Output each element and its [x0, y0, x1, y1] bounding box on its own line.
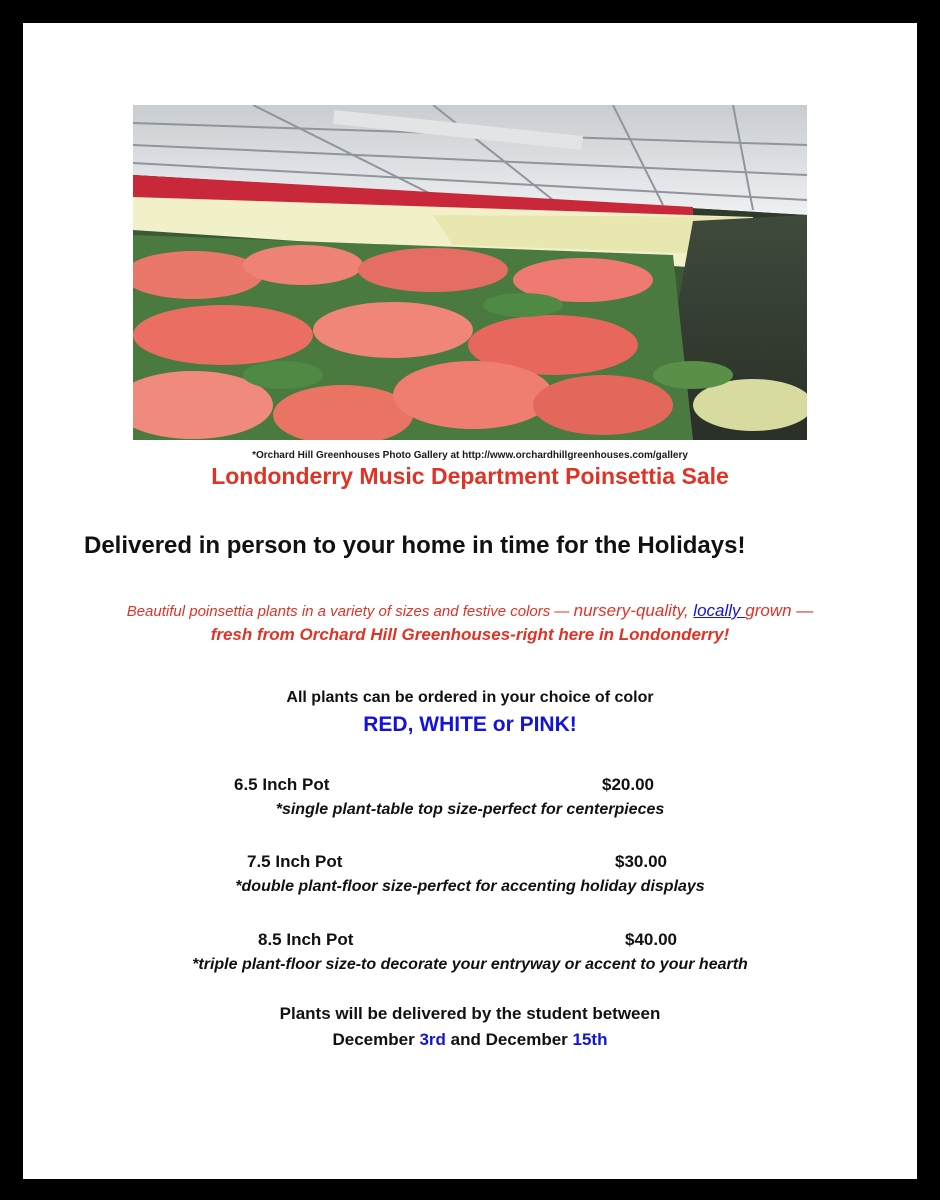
description-part-3: grown —	[745, 601, 814, 620]
color-options: RED, WHITE or PINK!	[363, 713, 577, 736]
description-line-1	[23, 601, 917, 621]
pot-size-8-5: 8.5 Inch Pot	[258, 930, 354, 949]
delivery-tagline: Delivered in person to your home in time for the Holidays!	[84, 532, 746, 559]
delivery-middle: and December	[445, 1030, 573, 1049]
delivery-window-text: Plants will be delivered by the student between	[279, 1004, 661, 1023]
greenhouse-poinsettia-photo	[133, 105, 807, 440]
description-line-2: fresh from Orchard Hill Greenhouses-right here in Londonderry!	[210, 625, 730, 644]
desc-8-5: *triple plant-floor size-to decorate your entryway or accent to your hearth	[192, 956, 748, 973]
pot-size-6-5: 6.5 Inch Pot	[234, 775, 330, 794]
photo-caption: *Orchard Hill Greenhouses Photo Gallery at http://www.orchardhillgreenhouses.com/gallery	[252, 450, 688, 461]
price-7-5: $30.00	[615, 852, 667, 871]
delivery-end: 15th	[572, 1030, 608, 1049]
locally-link[interactable]: locally	[693, 601, 746, 620]
pot-size-7-5: 7.5 Inch Pot	[247, 852, 343, 871]
delivery-prefix: December	[332, 1030, 420, 1049]
delivery-start: 3rd	[419, 1030, 446, 1049]
description-part-1: Beautiful poinsettia plants in a variety of sizes and festive colors —	[126, 603, 574, 620]
delivery-dates	[23, 1030, 917, 1050]
description-part-2: nursery-quality,	[573, 601, 694, 620]
flyer-page	[23, 23, 917, 1179]
page-title: Londonderry Music Department Poinsettia Sale	[211, 463, 729, 489]
desc-7-5: *double plant-floor size-perfect for accenting holiday displays	[235, 878, 705, 895]
desc-6-5: *single plant-table top size-perfect for centerpieces	[275, 801, 665, 818]
price-8-5: $40.00	[625, 930, 677, 949]
color-choice-text: All plants can be ordered in your choice of color	[286, 689, 654, 706]
price-6-5: $20.00	[602, 775, 654, 794]
